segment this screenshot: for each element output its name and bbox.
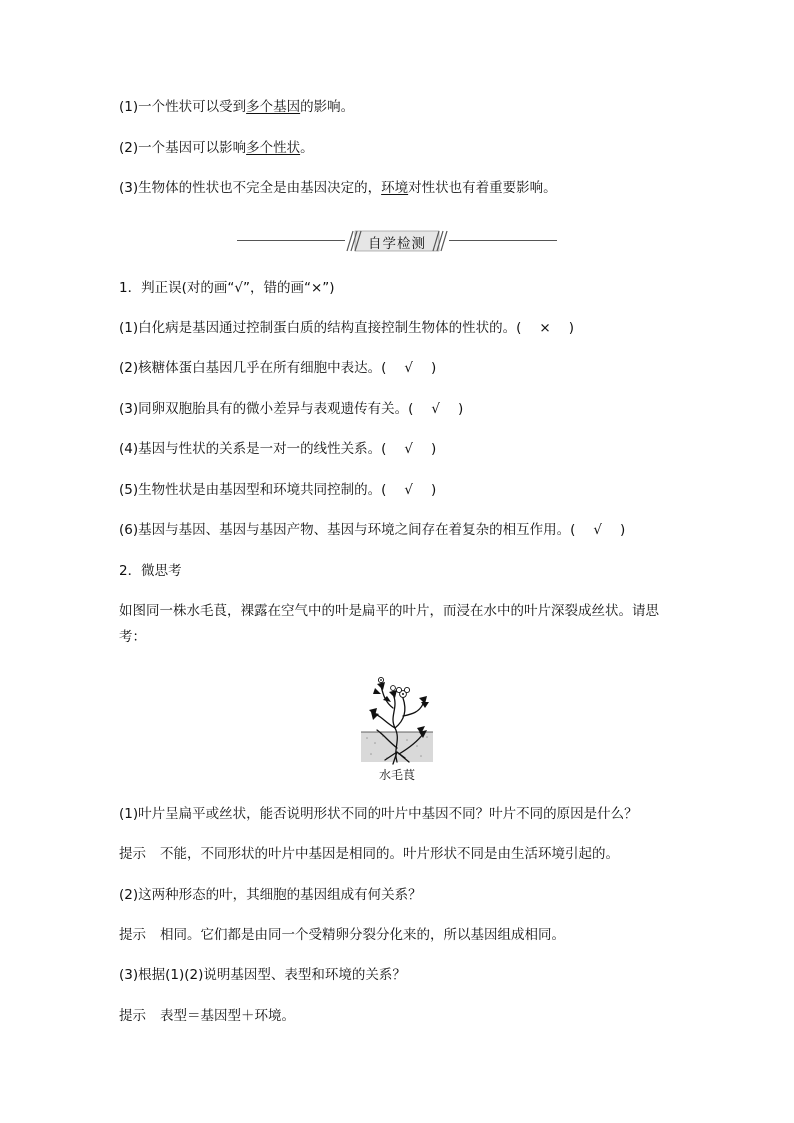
q1-item-1: [119, 319, 574, 337]
q1-item-2-close: ): [431, 360, 437, 376]
q2-answer-1: [119, 845, 619, 863]
q1-item-6-close: ): [620, 522, 626, 538]
banner-rule-right: [449, 240, 557, 241]
point-2-key: 多个性状: [246, 140, 301, 156]
hint-text: 不能，不同形状的叶片中基因是相同的。叶片形状不同是由生活环境引起的。: [160, 846, 619, 862]
q2-question-2: (2)这两种形态的叶，其细胞的基因组成有何关系？: [119, 887, 422, 903]
point-2: [119, 139, 314, 157]
section-title: 自学检测: [368, 236, 426, 252]
q1-item-5-answer: √: [404, 482, 413, 498]
q1-item-5-close: ): [431, 482, 437, 498]
q2-question-1: (1)叶片呈扁平或丝状，能否说明形状不同的叶片中基因不同？叶片不同的原因是什么？: [119, 806, 638, 822]
q1-item-3-text: (3)同卵双胞胎具有的微小差异与表观遗传有关。(: [119, 401, 414, 417]
figure-caption: 水毛茛: [378, 768, 415, 782]
banner-rule-left: [237, 240, 345, 241]
hint-label: 提示: [119, 1008, 146, 1024]
point-1-prefix: (1)一个性状可以受到: [119, 99, 247, 115]
point-3-prefix: (3)生物体的性状也不完全是由基因决定的，: [119, 180, 382, 196]
q1-item-6: [119, 521, 625, 539]
q1-item-4-text: (4)基因与性状的关系是一对一的线性关系。(: [119, 441, 387, 457]
q1-item-5-text: (5)生物性状是由基因型和环境共同控制的。(: [119, 482, 387, 498]
point-3-suffix: 对性状也有着重要影响。: [408, 180, 557, 196]
q2-answer-3: [119, 1007, 295, 1025]
q1-item-4-close: ): [431, 441, 437, 457]
hint-text: 相同。它们都是由同一个受精卵分裂分化来的，所以基因组成相同。: [160, 927, 565, 943]
q1-item-5: [119, 481, 436, 499]
q1-item-3: [119, 400, 463, 418]
point-3: [119, 179, 557, 197]
q1-item-4: [119, 440, 436, 458]
q2-heading: 2．微思考: [119, 563, 182, 579]
point-3-key: 环境: [381, 180, 409, 196]
q2-answer-2: [119, 926, 565, 944]
q1-item-1-answer: ×: [539, 320, 551, 336]
point-2-suffix: 。: [300, 140, 314, 156]
q2-question-3: (3)根据(1)(2)说明基因型、表型和环境的关系？: [119, 967, 406, 983]
q2-intro: 如图同一株水毛茛，裸露在空气中的叶是扁平的叶片，而浸在水中的叶片深裂成丝状。请思考：: [119, 603, 659, 645]
hint-label: 提示: [119, 846, 146, 862]
q1-heading: 1．判正误(对的画“√”，错的画“×”): [119, 280, 335, 296]
hint-text: 表型＝基因型＋环境。: [160, 1008, 295, 1024]
point-1-suffix: 的影响。: [300, 99, 355, 115]
q1-item-6-answer: √: [593, 522, 602, 538]
figure-water-buttercup: [357, 668, 437, 786]
hint-label: 提示: [119, 927, 146, 943]
q1-item-6-text: (6)基因与基因、基因与基因产物、基因与环境之间存在着复杂的相互作用。(: [119, 522, 576, 538]
point-2-prefix: (2)一个基因可以影响: [119, 140, 247, 156]
q1-item-3-close: ): [458, 401, 464, 417]
q1-item-2: [119, 359, 436, 377]
q1-item-2-answer: √: [404, 360, 413, 376]
point-1-key: 多个基因: [246, 99, 301, 115]
water-buttercup-plant-icon: [357, 668, 437, 766]
section-title-tag: [345, 230, 449, 252]
q1-item-1-close: ): [568, 320, 574, 336]
section-banner: [237, 230, 557, 252]
point-1: [119, 98, 354, 116]
q1-item-3-answer: √: [431, 401, 440, 417]
q1-item-4-answer: √: [404, 441, 413, 457]
q1-item-2-text: (2)核糖体蛋白基因几乎在所有细胞中表达。(: [119, 360, 387, 376]
q1-item-1-text: (1)白化病是基因通过控制蛋白质的结构直接控制生物体的性状的。(: [119, 320, 522, 336]
